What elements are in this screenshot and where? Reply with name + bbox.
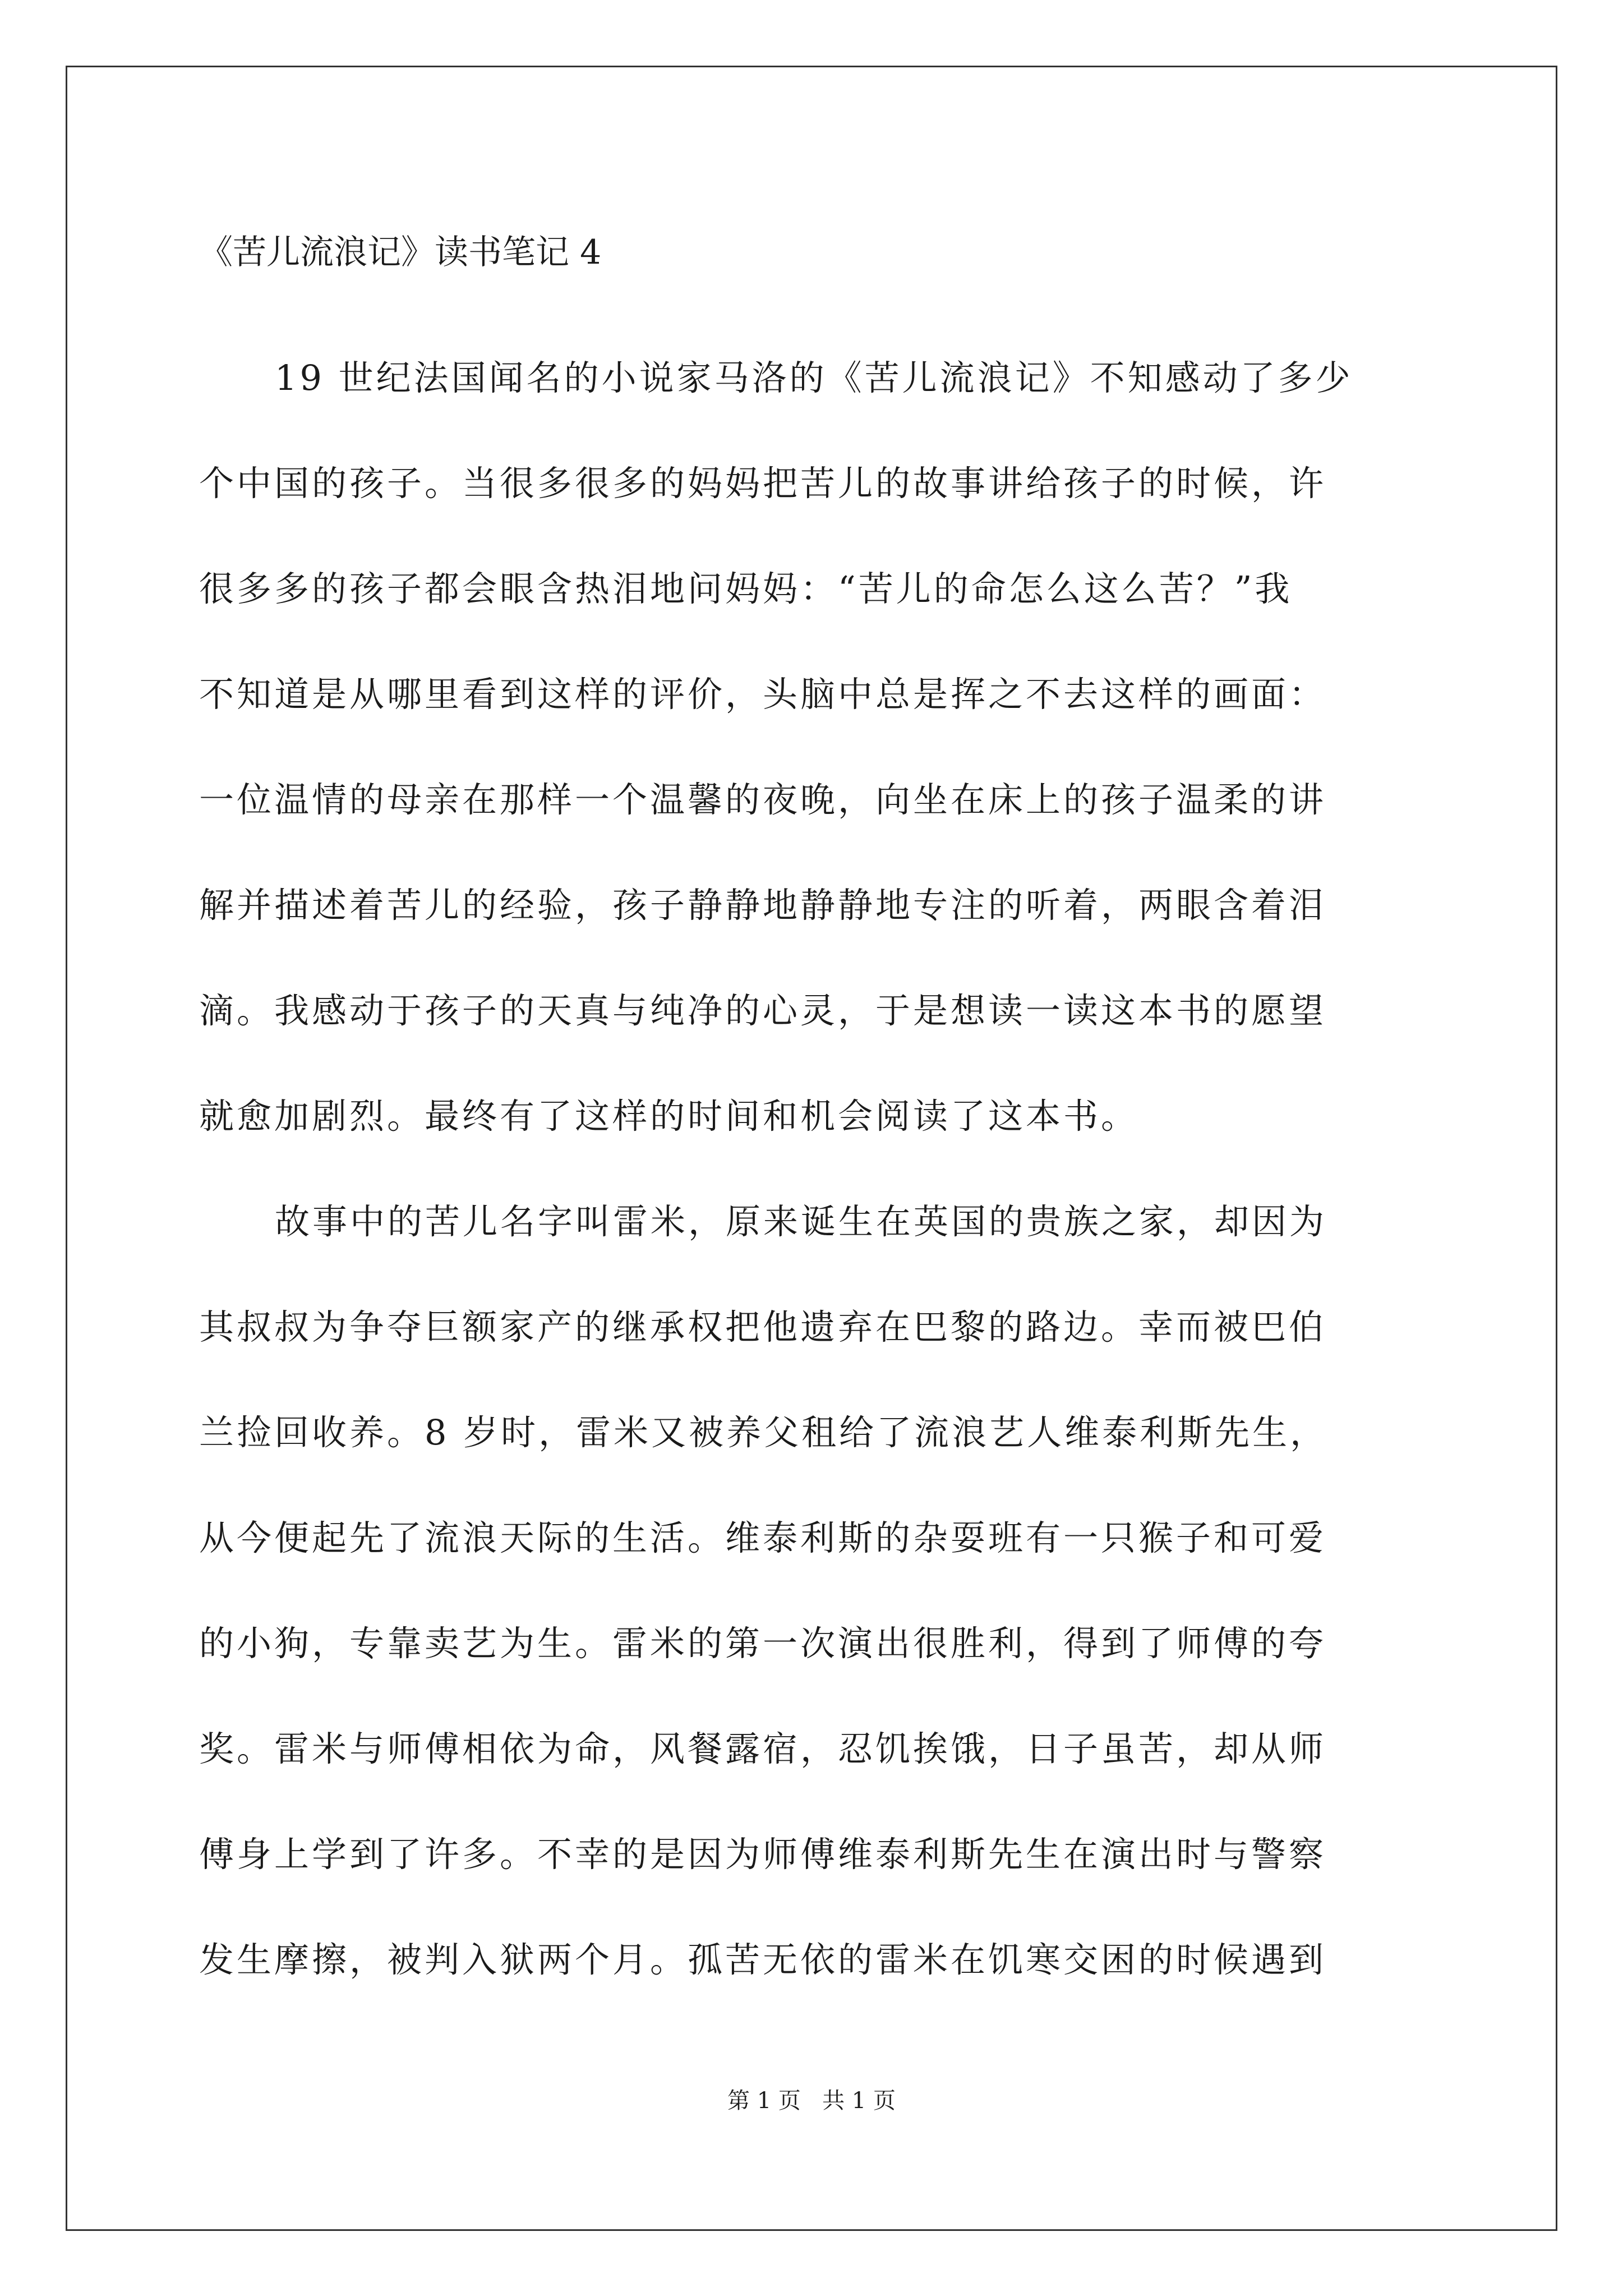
- text-line: 兰捡回收养。8 岁时，雷米又被养父租给了流浪艺人维泰利斯先生，: [199, 1412, 1328, 1453]
- text-line: 滴。我感动于孩子的天真与纯净的心灵，于是想读一读这本书的愿望: [199, 990, 1327, 1031]
- text-line: 发生摩擦，被判入狱两个月。孤苦无依的雷米在饥寒交困的时候遇到: [199, 1939, 1327, 1980]
- text-line: 的小狗，专靠卖艺为生。雷米的第一次演出很胜利，得到了师傅的夸: [199, 1623, 1327, 1664]
- page-number-footer: 第 1 页 共 1 页: [727, 2088, 896, 2114]
- text-line: 奖。雷米与师傅相依为命，风餐露宿，忍饥挨饿，日子虽苦，却从师: [199, 1728, 1327, 1769]
- paragraph: [199, 325, 1433, 1169]
- text-line: 就愈加剧烈。最终有了这样的时间和机会阅读了这本书。: [199, 1096, 1139, 1137]
- text-line: 不知道是从哪里看到这样的评价，头脑中总是挥之不去这样的画面：: [199, 674, 1327, 715]
- document-title: 《苦儿流浪记》读书笔记 4: [199, 233, 602, 272]
- text-line: 其叔叔为争夺巨额家产的继承权把他遗弃在巴黎的路边。幸而被巴伯: [199, 1306, 1327, 1347]
- text-line: 个中国的孩子。当很多很多的妈妈把苦儿的故事讲给孩子的时候，许: [199, 463, 1327, 504]
- text-line: 19 世纪法国闻名的小说家马洛的《苦儿流浪记》不知感动了多少: [275, 357, 1353, 398]
- text-line: 解并描述着苦儿的经验，孩子静静地静静地专注的听着，两眼含着泪: [199, 885, 1327, 926]
- text-line: 一位温情的母亲在那样一个温馨的夜晚，向坐在床上的孩子温柔的讲: [199, 779, 1327, 820]
- text-line: 故事中的苦儿名字叫雷米，原来诞生在英国的贵族之家，却因为: [275, 1201, 1327, 1242]
- text-line: 傅身上学到了许多。不幸的是因为师傅维泰利斯先生在演出时与警察: [199, 1834, 1327, 1875]
- document-body: [199, 325, 1433, 2013]
- text-line: 从今便起先了流浪天际的生活。维泰利斯的杂耍班有一只猴子和可爱: [199, 1517, 1327, 1558]
- paragraph: [199, 1169, 1433, 2013]
- text-line: 很多多的孩子都会眼含热泪地问妈妈：“苦儿的命怎么这么苦？”我: [199, 568, 1293, 609]
